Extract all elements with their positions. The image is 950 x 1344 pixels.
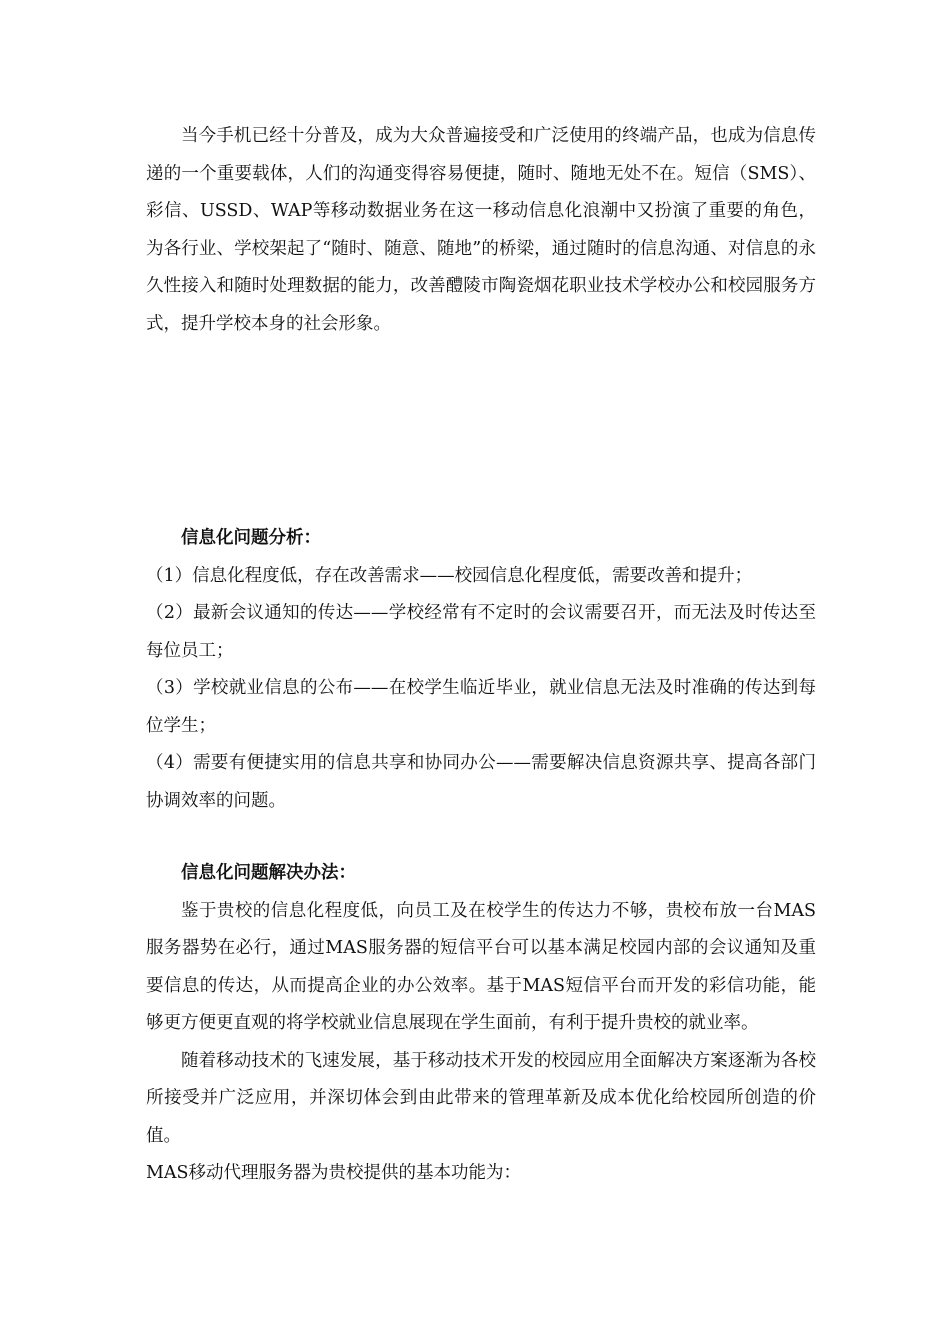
analysis-item: （2）最新会议通知的传达——学校经常有不定时的会议需要召开，而无法及时传达至每位员工； [146,603,816,661]
analysis-heading: 信息化问题分析： [181,528,321,548]
solution-section [146,855,816,1193]
intro-paragraph: 当今手机已经十分普及，成为大众普遍接受和广泛使用的终端产品，也成为信息传递的一个重要载体，人们的沟通变得容易便捷，随时、随地无处不在。短信（SMS）、彩信、USSD、WAP等移动数据业务在这一移动信息化浪潮中又扮演了重要的角色，为各行业、学校架起了“随时、随意、随地”的桥梁，通过随时的信息沟通、对信息的永久性接入和随时处理数据的能力，改善醴陵市陶瓷烟花职业技术学校办公和校园服务方式，提升学校本身的社会形象。 [146,126,816,334]
solution-heading: 信息化问题解决办法： [181,863,356,883]
intro-section [146,118,816,343]
solution-paragraph: 鉴于贵校的信息化程度低，向员工及在校学生的传达力不够，贵校布放一台MAS服务器势在必行，通过MAS服务器的短信平台可以基本满足校园内部的会议通知及重要信息的传达，从而提高企业的办公效率。基于MAS短信平台而开发的彩信功能，能够更方便更直观的将学校就业信息展现在学生面前，有利于提升贵校的就业率。 [146,900,816,1033]
solution-closing-line: MAS移动代理服务器为贵校提供的基本功能为： [146,1163,522,1183]
analysis-section [146,520,816,820]
analysis-item: （4）需要有便捷实用的信息共享和协同办公——需要解决信息资源共享、提高各部门协调效率的问题。 [146,753,816,811]
analysis-item: （1）信息化程度低，存在改善需求——校园信息化程度低，需要改善和提升； [146,565,753,586]
analysis-item: （3）学校就业信息的公布——在校学生临近毕业，就业信息无法及时准确的传达到每位学生； [146,678,816,736]
solution-paragraph: 随着移动技术的飞速发展，基于移动技术开发的校园应用全面解决方案逐渐为各校所接受并广泛应用，并深切体会到由此带来的管理革新及成本优化给校园所创造的价值。 [146,1050,816,1146]
